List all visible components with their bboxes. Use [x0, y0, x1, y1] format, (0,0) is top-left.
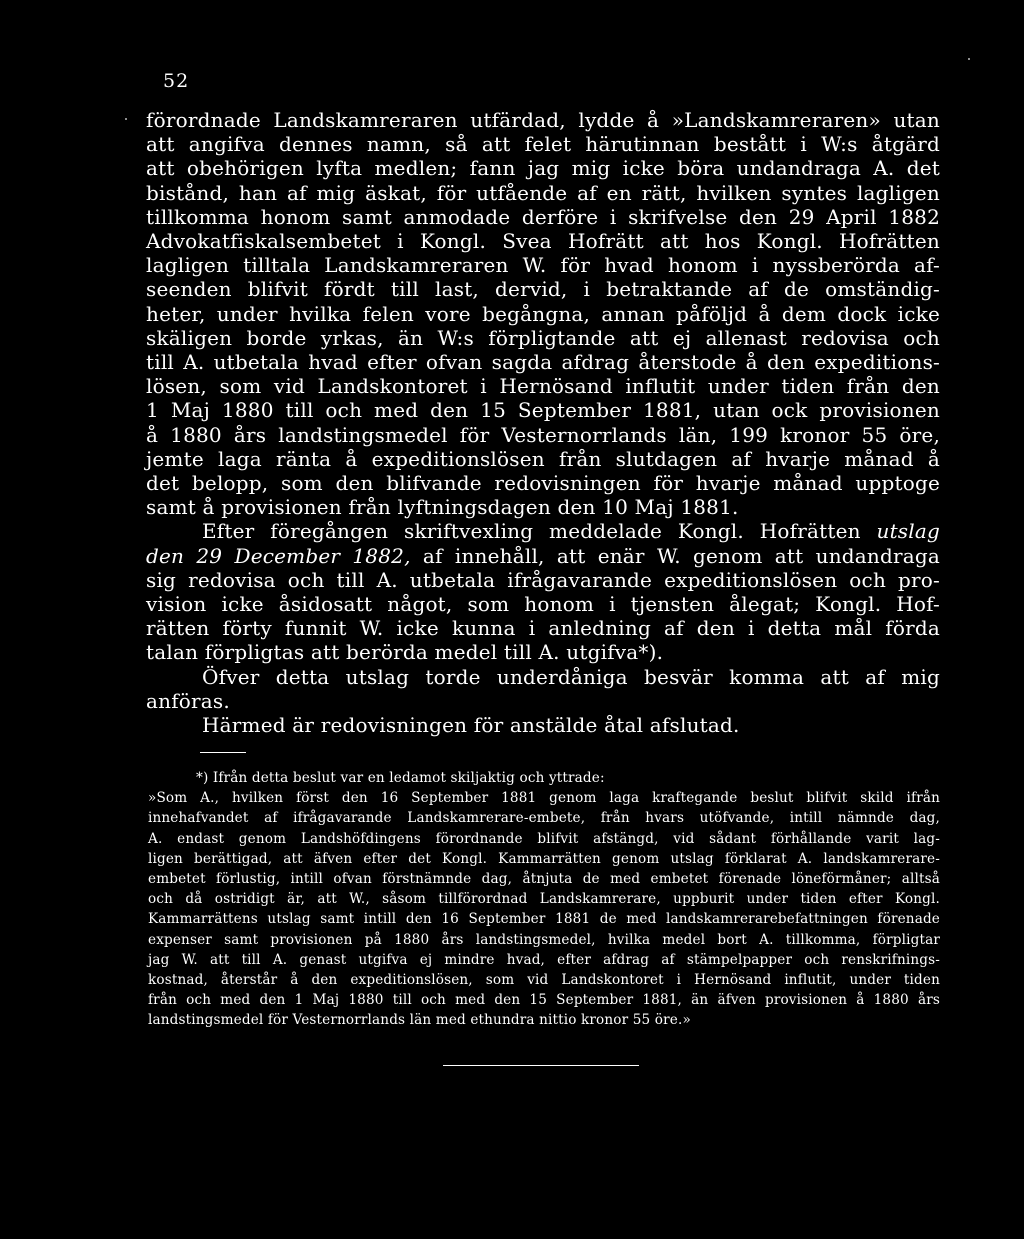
footnote-line: jag W. att till A. genast utgifva ej mindre hvad, efter afdrag af stämpelpapper och renskrifnings- — [148, 951, 940, 968]
body-line: å 1880 års landstingsmedel för Vesternorrlands län, 199 kronor 55 öre, — [146, 422, 940, 447]
body-line: heter, under hvilka felen vore begångna, annan påföljd å dem dock icke — [146, 301, 940, 326]
body-line: förordnade Landskamreraren utfärdad, lydde å »Landskamreraren» utan — [146, 108, 940, 132]
body-line: vision icke åsidosatt något, som honom i tjensten ålegat; Kongl. Hof- — [146, 592, 940, 617]
footnote-heading: *) Ifrån detta beslut var en ledamot skiljaktig och yttrade: — [196, 770, 605, 786]
body-line: skäligen borde yrkas, än W:s förpligtande att ej allenast redovisa och — [146, 325, 940, 350]
footnote-line: innehafvandet af ifrågavarande Landskamrerare-embete, från hvars utöfvande, intill nämnde dag, — [148, 810, 940, 827]
footnote-line: expenser samt provisionen på 1880 års landstingsmedel, hvilka medel bort A. tillkomma, förpligtar — [148, 931, 940, 948]
italic-text: den 29 December 1882, — [146, 543, 411, 568]
margin-speck — [125, 118, 127, 120]
body-line: jemte laga ränta å expeditionslösen från slutdagen af hvarje månad å — [146, 446, 940, 471]
footnote — [148, 768, 940, 1031]
body-line: anföras. — [146, 688, 230, 713]
footnote-line: och då ostridigt är, att W., såsom tillförordnad Landskamrerare, uppburit under tiden efter Kongl. — [148, 891, 940, 908]
body-line: sig redovisa och till A. utbetala ifrågavarande expeditionslösen och pro- — [146, 567, 940, 592]
footnote-line: från och med den 1 Maj 1880 till och med den 15 September 1881, än äfven provisionen å 1880 års — [148, 992, 940, 1009]
page-number: 52 — [163, 70, 190, 92]
body-line: seenden blifvit fördt till last, dervid, i betraktande af de omständig- — [146, 277, 940, 302]
body-line: bistånd, han af mig äskat, för utfående af en rätt, hvilken syntes lagligen — [146, 180, 940, 205]
body-line: talan förpligtas att berörda medel till A. utgifva*). — [146, 640, 664, 665]
body-line: samt å provisionen från lyftningsdagen den 10 Maj 1881. — [146, 495, 739, 520]
body-line — [146, 544, 940, 568]
margin-speck — [968, 58, 970, 60]
italic-text: utslag — [876, 519, 940, 544]
body-text: Efter föregången skriftvexling meddelade Kongl. Hofrätten — [202, 519, 877, 544]
body-line: lagligen tilltala Landskamreraren W. för hvad honom i nyssberörda af- — [146, 253, 940, 278]
body-line: till A. utbetala hvad efter ofvan sagda afdrag återstode å den expeditions- — [146, 350, 940, 375]
footnote-line: ligen berättigad, att äfven efter det Kongl. Kammarrätten genom utslag förklarat A. landskamrerare- — [148, 850, 940, 867]
body-line: Advokatfiskalsembetet i Kongl. Svea Hofrätt att hos Kongl. Hofrätten — [146, 229, 940, 254]
body-line: att angifva dennes namn, så att felet härutinnan bestått i W:s åtgärd — [146, 132, 940, 157]
footnote-divider — [200, 752, 246, 753]
body-line — [146, 519, 940, 543]
body-line: rätten förty funnit W. icke kunna i anledning af den i detta mål förda — [146, 616, 940, 641]
footnote-line: »Som A., hvilken först den 16 September 1881 genom laga kraftegande beslut blifvit skild ifrån — [148, 790, 940, 807]
body-line: Härmed är redovisningen för anstälde åtal afslutad. — [202, 713, 740, 738]
main-text — [146, 108, 940, 737]
footnote-line: kostnad, återstår å den expeditionslösen, som vid Landskontoret i Hernösand influtit, under tiden — [148, 972, 940, 989]
body-line: att obehörigen lyfta medlen; fann jag mig icke böra undandraga A. det — [146, 156, 940, 181]
footnote-line: Kammarrättens utslag samt intill den 16 September 1881 de med landskamrerarebefattningen förenade — [148, 911, 940, 928]
body-text: af innehåll, att enär W. genom att undandraga — [410, 543, 940, 568]
body-line: det belopp, som den blifvande redovisningen för hvarje månad upptoge — [146, 471, 940, 496]
footnote-line: landstingsmedel för Vesternorrlands län med ethundra nittio kronor 55 öre.» — [148, 1012, 691, 1029]
body-line: Öfver detta utslag torde underdåniga besvär komma att af mig — [202, 664, 940, 689]
body-line: 1 Maj 1880 till och med den 15 September 1881, utan ock provisionen — [146, 398, 940, 423]
body-line: tillkomma honom samt anmodade derföre i skrifvelse den 29 April 1882 — [146, 204, 940, 229]
body-line: lösen, som vid Landskontoret i Hernösand influtit under tiden från den — [146, 374, 940, 399]
footnote-line: embetet förlustig, intill ofvan förstnämnde dag, åtnjuta de med embetet förenade löneförmåner; alltså — [148, 871, 940, 888]
end-rule — [443, 1065, 639, 1066]
footnote-line: A. endast genom Landshöfdingens förordnande blifvit afstängd, vid sådant förhållande varit lag- — [148, 830, 940, 847]
